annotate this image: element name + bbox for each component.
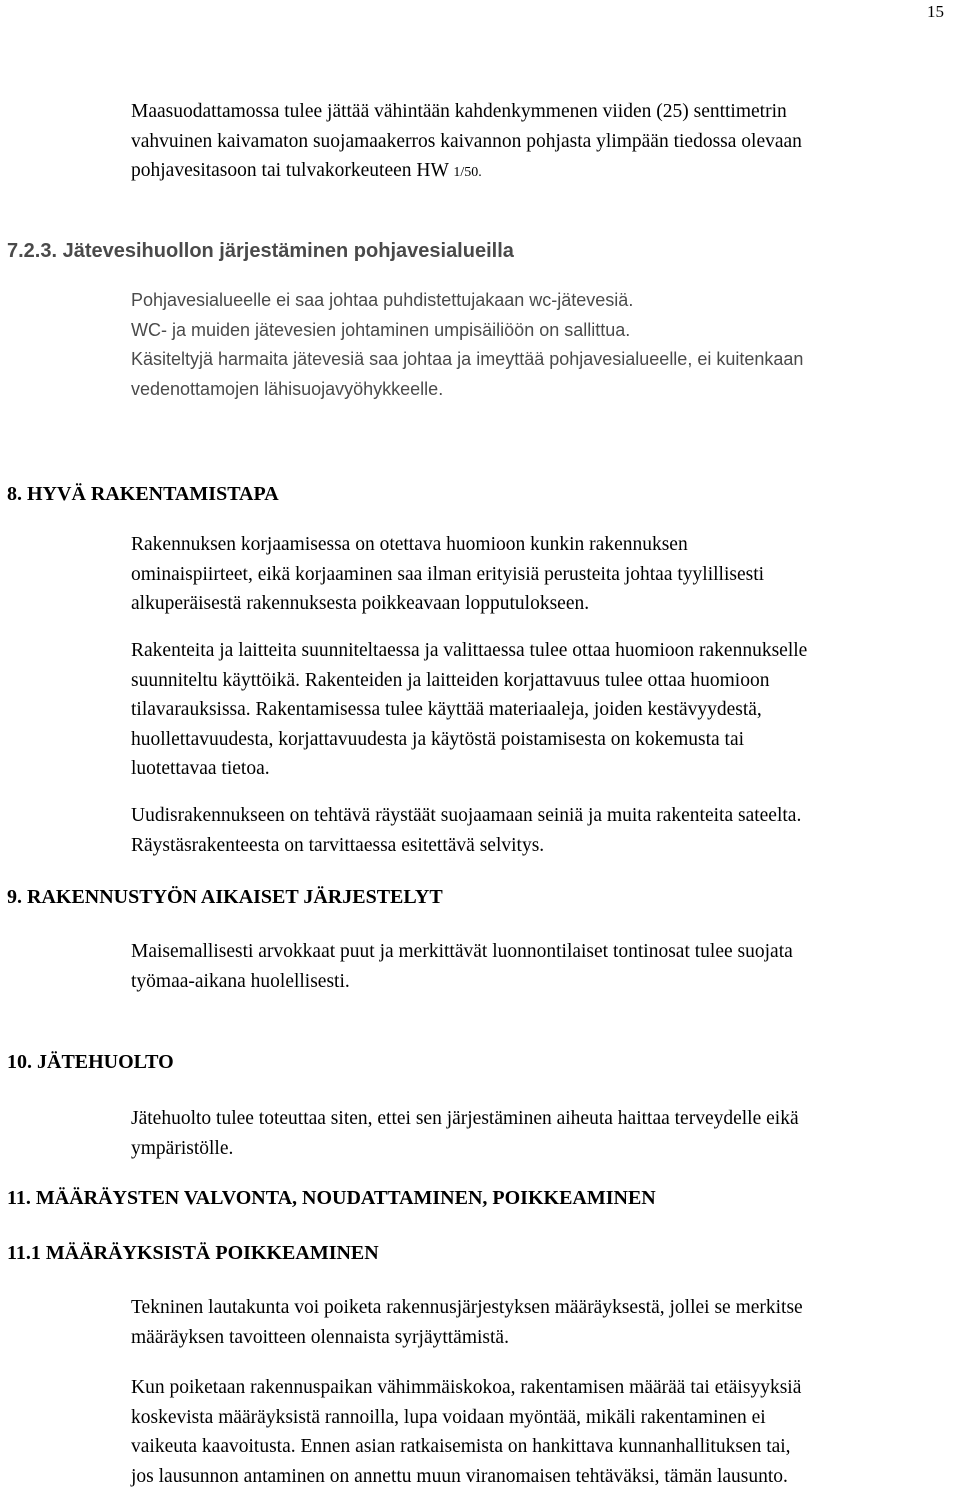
- section-heading-8: 8. HYVÄ RAKENTAMISTAPA: [7, 480, 279, 508]
- section-11-1-line: Kun poiketaan rakennuspaikan vähimmäiskokoa, rakentamisen määrää tai etäisyyksiä: [131, 1373, 801, 1403]
- section-8-line: Räystäsrakenteesta on tarvittaessa esitettävä selvitys.: [131, 831, 801, 861]
- section-8-line: luotettavaa tietoa.: [131, 754, 807, 784]
- section-8-paragraph-3: [131, 801, 801, 860]
- intro-line: [131, 156, 802, 188]
- section-8-paragraph-1: [131, 530, 764, 619]
- section-8-line: ominaispiirteet, eikä korjaaminen saa ilman erityisiä perusteita johtaa tyylillisesti: [131, 560, 764, 590]
- section-11-1-line: koskevista määräyksistä rannoilla, lupa voidaan myöntää, mikäli rakentaminen ei: [131, 1403, 801, 1433]
- section-9-body: [131, 937, 793, 996]
- section-8-line: alkuperäisestä rakennuksesta poikkeavaan lopputulokseen.: [131, 589, 764, 619]
- section-8-line: suunniteltu käyttöikä. Rakenteiden ja laitteiden korjattavuus tulee ottaa huomioon: [131, 666, 807, 696]
- intro-subscript: 1/50: [453, 165, 478, 180]
- section-11-1-line: jos lausunnon antaminen on annettu muun viranomaisen tehtäväksi, tämän lausunto.: [131, 1462, 801, 1491]
- section-11-1-line: Tekninen lautakunta voi poiketa rakennusjärjestyksen määräyksestä, jollei se merkitse: [131, 1293, 803, 1323]
- section-9-line: Maisemallisesti arvokkaat puut ja merkittävät luonnontilaiset tontinosat tulee suojata: [131, 937, 793, 967]
- section-11-1-line: vaikeuta kaavoitusta. Ennen asian ratkaisemista on hankittava kunnanhallituksen tai,: [131, 1432, 801, 1462]
- section-7-2-3-body: [131, 286, 803, 404]
- section-heading-11-1: 11.1 MÄÄRÄYKSISTÄ POIKKEAMINEN: [7, 1239, 379, 1267]
- section-10-line: Jätehuolto tulee toteuttaa siten, ettei sen järjestäminen aiheuta haittaa terveydelle eikä: [131, 1104, 799, 1134]
- page-number: 15: [927, 2, 944, 22]
- section-9-line: työmaa-aikana huolellisesti.: [131, 967, 793, 997]
- intro-line-text: pohjavesitasoon tai tulvakorkeuteen HW: [131, 160, 453, 181]
- section-heading-11: 11. MÄÄRÄYSTEN VALVONTA, NOUDATTAMINEN, POIKKEAMINEN: [7, 1184, 656, 1212]
- section-heading-9: 9. RAKENNUSTYÖN AIKAISET JÄRJESTELYT: [7, 883, 443, 911]
- section-10-line: ympäristölle.: [131, 1134, 799, 1164]
- section-7-2-3-line: vedenottamojen lähisuojavyöhykkeelle.: [131, 375, 803, 405]
- section-11-1-paragraph-1: [131, 1293, 803, 1352]
- intro-line: Maasuodattamossa tulee jättää vähintään kahdenkymmenen viiden (25) senttimetrin: [131, 97, 802, 127]
- section-7-2-3-line: Käsiteltyjä harmaita jätevesiä saa johtaa ja imeyttää pohjavesialueelle, ei kuitenkaan: [131, 345, 803, 375]
- section-8-line: huollettavuudesta, korjattavuudesta ja käytöstä poistamisesta on kokemusta tai: [131, 725, 807, 755]
- section-10-body: [131, 1104, 799, 1163]
- section-8-line: Rakenteita ja laitteita suunniteltaessa ja valittaessa tulee ottaa huomioon rakennukselle: [131, 636, 807, 666]
- section-8-line: tilavarauksissa. Rakentamisessa tulee käyttää materiaaleja, joiden kestävyydestä,: [131, 695, 807, 725]
- section-heading-10: 10. JÄTEHUOLTO: [7, 1048, 174, 1076]
- section-7-2-3-line: Pohjavesialueelle ei saa johtaa puhdistettujakaan wc-jätevesiä.: [131, 286, 803, 316]
- section-heading-7-2-3: 7.2.3. Jätevesihuollon järjestäminen pohjavesialueilla: [7, 237, 514, 265]
- section-8-line: Uudisrakennukseen on tehtävä räystäät suojaamaan seiniä ja muita rakenteita sateelta.: [131, 801, 801, 831]
- intro-paragraph: [131, 97, 802, 188]
- section-7-2-3-line: WC- ja muiden jätevesien johtaminen umpisäiliöön on sallittua.: [131, 316, 803, 346]
- intro-line-end: .: [478, 165, 482, 180]
- section-11-1-line: määräyksen tavoitteen olennaista syrjäyttämistä.: [131, 1323, 803, 1353]
- intro-line: vahvuinen kaivamaton suojamaakerros kaivannon pohjasta ylimpään tiedossa olevaan: [131, 127, 802, 157]
- section-11-1-paragraph-2: [131, 1373, 801, 1491]
- section-8-line: Rakennuksen korjaamisessa on otettava huomioon kunkin rakennuksen: [131, 530, 764, 560]
- section-8-paragraph-2: [131, 636, 807, 784]
